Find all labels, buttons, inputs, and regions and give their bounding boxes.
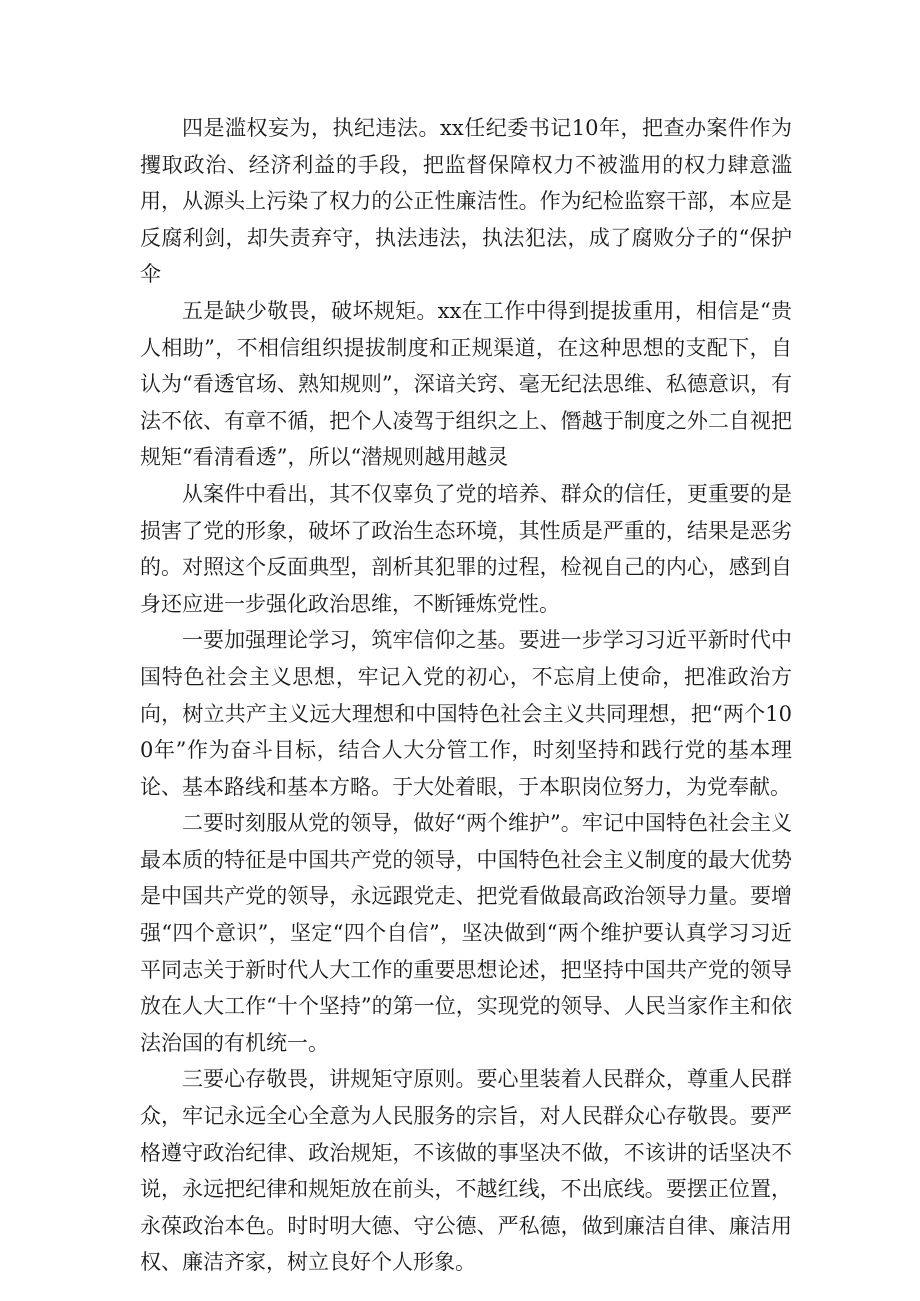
paragraph-abuse-of-power: 四是滥权妄为，执纪违法。xx任纪委书记10年，把查办案件作为攫取政治、经济利益的手段，把监督保障权力不被滥用的权力肆意滥用，从源头上污染了权力的公正性廉洁性。作为纪检监察干部，本应是反腐利剑，却失责弃守，执法违法，执法犯法，成了腐败分子的“保护伞: [140, 116, 792, 287]
paragraph-party-leadership: 二要时刻服从党的领导，做好“两个维护”。牢记中国特色社会主义最本质的特征是中国共产党的领导，中国特色社会主义制度的最大优势是中国共产党的领导，永远跟党走、把党看做最高政治领导力量。要增强“四个意识”，坚定“四个自信”，坚决做到“两个维护要认真学习习近平同志关于新时代人大工作的重要思想论述，把坚持中国共产党的领导放在人大工作“十个坚持”的第一位，实现党的领导、人民当家作主和依法治国的有机统一。: [140, 811, 792, 1055]
paragraph-theory-study: 一要加强理论学习，筑牢信仰之基。要进一步学习习近平新时代中国特色社会主义思想，牢记入党的初心，不忘肩上使命，把准政治方向，树立共产主义远大理想和中国特色社会主义共同理想，把“两个100年”作为奋斗目标，结合人大分管工作，时刻坚持和践行党的基本理论、基本路线和基本方略。于大处着眼，于本职岗位努力，为党奉献。: [140, 628, 792, 799]
document-body: [140, 110, 792, 1281]
paragraph-lack-of-reverence: 五是缺少敬畏，破坏规矩。xx在工作中得到提拔重用，相信是“贵人相助”，不相信组织提拔制度和正规渠道，在这种思想的支配下，自认为“看透官场、熟知规则”，深谙关窍、毫无纪法思维、私德意识，有法不依、有章不循，把个人凌驾于组织之上、僭越于制度之外二自视把规矩“看清看透”，所以“潜规则越用越灵: [140, 298, 792, 470]
paragraph-reverence-rules: 三要心存敬畏，讲规矩守原则。要心里装着人民群众，尊重人民群众，牢记永远全心全意为人民服务的宗旨，对人民群众心存敬畏。要严格遵守政治纪律、政治规矩，不该做的事坚决不做，不该讲的话坚决不说，永远把纪律和规矩放在前头，不越红线，不出底线。要摆正位置，永葆政治本色。时时明大德、守公德、严私德，做到廉洁自律、廉洁用权、廉洁齐家，树立良好个人形象。: [140, 1067, 792, 1275]
paragraph-case-reflection: 从案件中看出，其不仅辜负了党的培养、群众的信任，更重要的是损害了党的形象，破坏了政治生态环境，其性质是严重的，结果是恶劣的。对照这个反面典型，剖析其犯罪的过程，检视自己的内心，感到自身还应进一步强化政治思维，不断锤炼党性。: [140, 481, 792, 616]
